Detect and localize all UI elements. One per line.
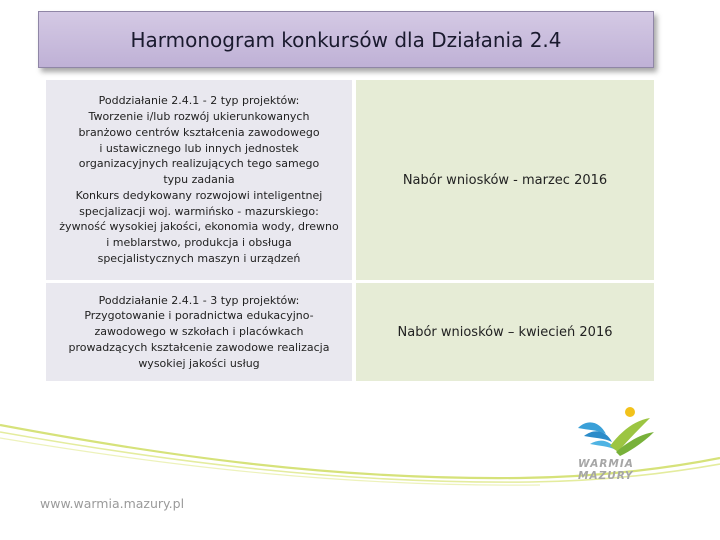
subaction-description xyxy=(69,293,330,372)
recruitment-date-cell xyxy=(356,80,654,280)
warmia-mazury-logo-text xyxy=(578,458,668,482)
logo-line: WARMIA xyxy=(578,458,634,470)
footer-url: www.warmia.mazury.pl xyxy=(40,496,185,511)
description-line: organizacyjnych realizujących tego samego xyxy=(78,157,320,171)
logo-line: MAZURY xyxy=(578,470,634,482)
subaction-description-cell xyxy=(46,80,352,280)
title-banner xyxy=(38,11,654,68)
description-line: i meblarstwo, produkcja i obsługa xyxy=(106,236,292,250)
table-row xyxy=(46,283,654,381)
warmia-mazury-logo-mark xyxy=(570,400,660,460)
description-line: Poddziałanie 2.4.1 - 2 typ projektów: xyxy=(98,94,300,108)
page-title: Harmonogram konkursów dla Działania 2.4 xyxy=(130,27,562,52)
recruitment-date: Nabór wniosków – kwiecień 2016 xyxy=(397,324,613,340)
description-line: Przygotowanie i poradnictwa edukacyjno- xyxy=(84,309,314,323)
description-line: specjalistycznych maszyn i urządzeń xyxy=(97,252,301,266)
subaction-description-cell xyxy=(46,283,352,381)
schedule-table xyxy=(46,80,654,381)
description-line: Poddziałanie 2.4.1 - 3 typ projektów: xyxy=(98,293,300,307)
recruitment-date: Nabór wniosków - marzec 2016 xyxy=(402,172,608,188)
description-line: i ustawicznego lub innych jednostek xyxy=(99,141,299,155)
description-line: Tworzenie i/lub rozwój ukierunkowanych xyxy=(88,109,310,123)
recruitment-date-cell xyxy=(356,283,654,381)
description-line: wysokiej jakości usług xyxy=(138,356,260,370)
description-line: Konkurs dedykowany rozwojowi inteligentnej xyxy=(75,188,323,202)
description-line: prowadzących kształcenie zawodowe realizacja xyxy=(68,340,330,354)
description-line: branżowo centrów kształcenia zawodowego xyxy=(78,125,320,139)
description-line: zawodowego w szkołach i placówkach xyxy=(94,325,304,339)
table-row xyxy=(46,80,654,280)
subaction-description xyxy=(59,93,338,267)
description-line: specjalizacji woj. warmińsko - mazurskiego: xyxy=(79,204,319,218)
description-line: typu zadania xyxy=(163,173,235,187)
description-line: żywność wysokiej jakości, ekonomia wody, drewno xyxy=(59,220,339,234)
